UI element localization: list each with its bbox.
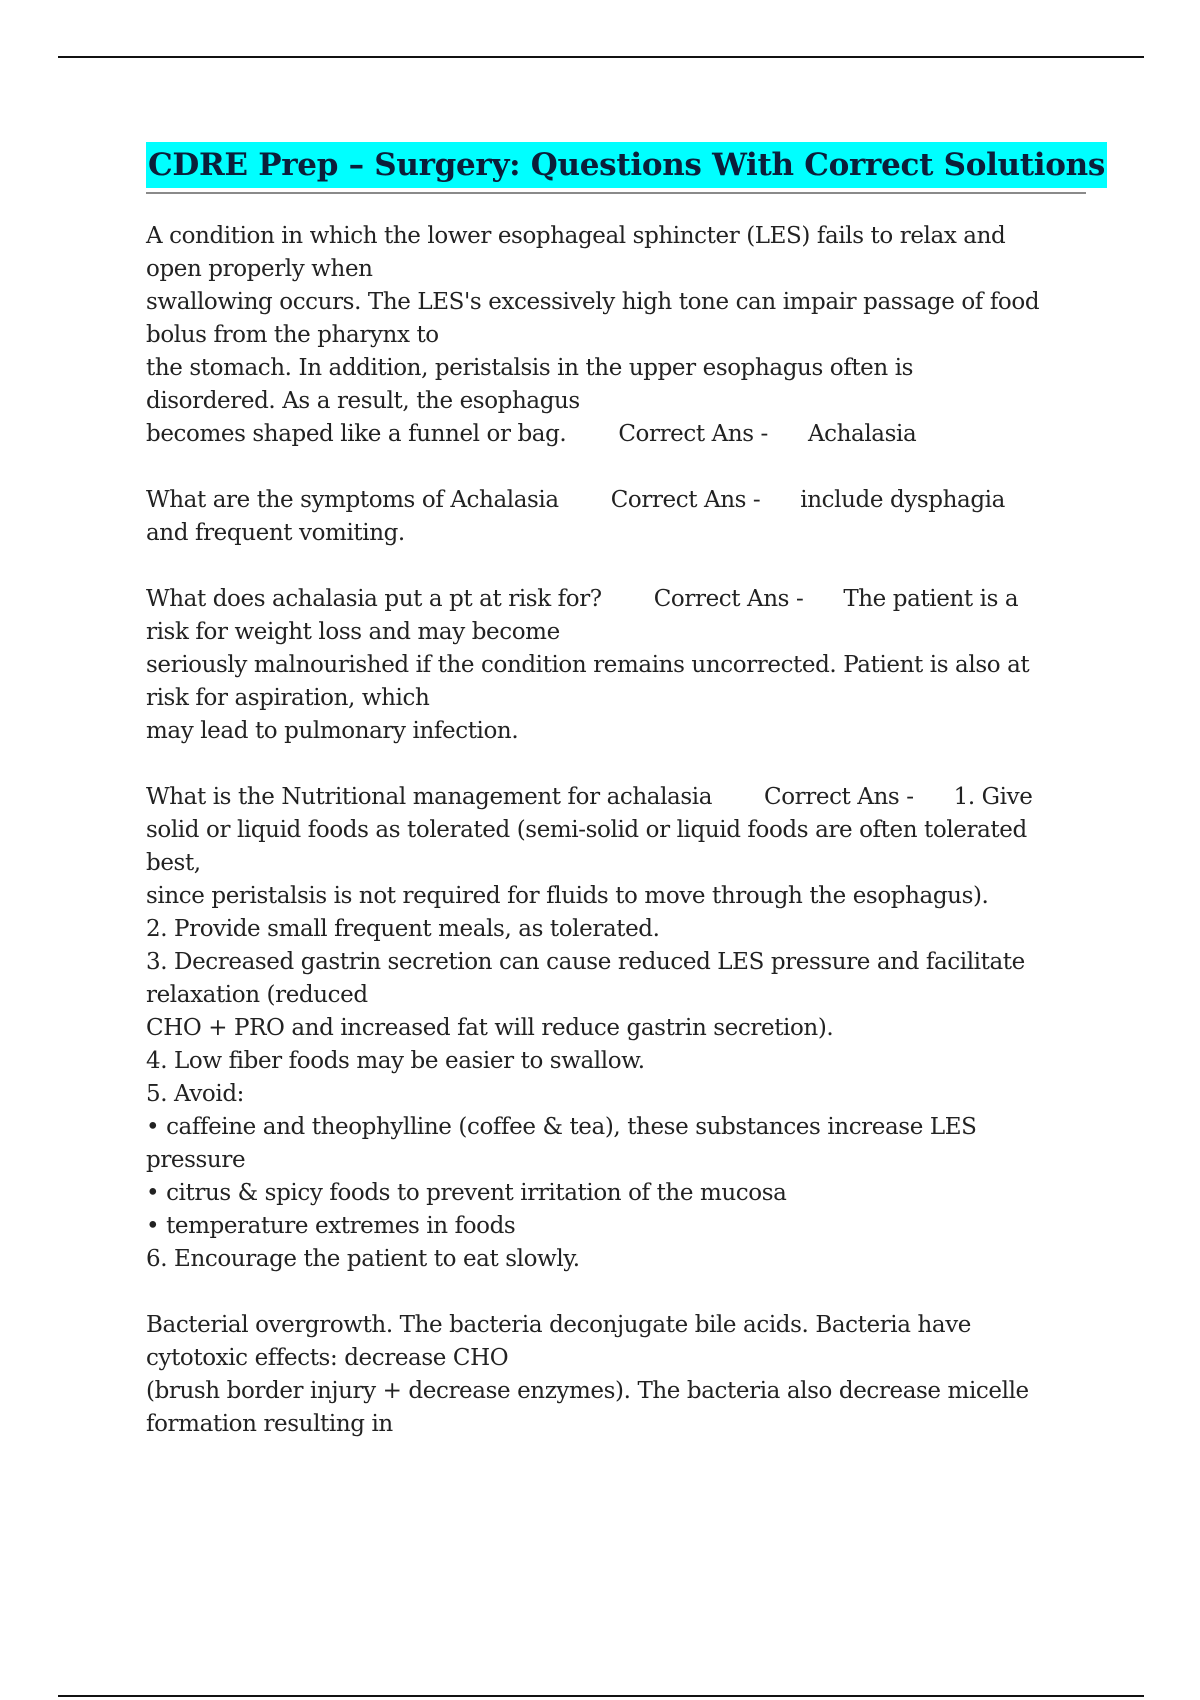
answer-line: 5. Avoid:	[146, 1081, 245, 1107]
document-page	[146, 142, 1106, 1441]
answer-line: 6. Encourage the patient to eat slowly.	[146, 1246, 580, 1272]
title-block	[146, 142, 1106, 194]
qa-item	[146, 484, 1086, 550]
question-line: swallowing occurs. The LES's excessively high tone can impair passage of food	[146, 289, 1040, 315]
answer-line: and frequent vomiting.	[146, 520, 405, 546]
question-text: What are the symptoms of Achalasia	[146, 487, 559, 513]
answer-line: solid or liquid foods as tolerated (semi-solid or liquid foods are often tolerated	[146, 817, 1027, 843]
answer-line: risk for weight loss and may become	[146, 619, 560, 645]
answer-line: • temperature extremes in foods	[146, 1213, 516, 1239]
answer-line: 3. Decreased gastrin secretion can cause reduced LES pressure and facilitate	[146, 949, 1025, 975]
question-answer-line	[146, 484, 1086, 517]
answer-line: pressure	[146, 1147, 246, 1173]
answer-line: 4. Low fiber foods may be easier to swallow.	[146, 1048, 645, 1074]
answer-text: Achalasia	[807, 421, 917, 447]
correct-ans-label: Correct Ans -	[653, 586, 804, 612]
correct-ans-label: Correct Ans -	[618, 421, 768, 447]
footer-rule	[58, 1695, 1144, 1697]
question-line: (brush border injury + decrease enzymes). The bacteria also decrease micelle	[146, 1378, 1029, 1404]
answer-line: relaxation (reduced	[146, 982, 368, 1008]
question-line: formation resulting in	[146, 1411, 393, 1437]
answer-line: seriously malnourished if the condition remains uncorrected. Patient is also at	[146, 652, 1030, 678]
answer-line: • caffeine and theophylline (coffee & tea), these substances increase LES	[146, 1114, 977, 1140]
document-body	[146, 220, 1086, 1441]
question-text: What does achalasia put a pt at risk for?	[146, 586, 602, 612]
answer-text: 1. Give	[953, 784, 1033, 810]
answer-text: The patient is a	[843, 586, 1019, 612]
page-title: CDRE Prep – Surgery: Questions With Correct Solutions	[146, 142, 1107, 188]
answer-line: 2. Provide small frequent meals, as tolerated.	[146, 916, 660, 942]
question-answer-line	[146, 418, 1086, 451]
correct-ans-label: Correct Ans -	[610, 487, 761, 513]
header-rule	[58, 56, 1144, 58]
question-line: cytotoxic effects: decrease CHO	[146, 1345, 509, 1371]
question-text: What is the Nutritional management for achalasia	[146, 784, 713, 810]
question-line: A condition in which the lower esophageal sphincter (LES) fails to relax and	[146, 223, 1006, 249]
question-line: the stomach. In addition, peristalsis in the upper esophagus often is	[146, 355, 914, 381]
qa-item	[146, 781, 1086, 1276]
correct-ans-label: Correct Ans -	[764, 784, 914, 810]
answer-text: include dysphagia	[800, 487, 1005, 513]
answer-line: may lead to pulmonary infection.	[146, 718, 519, 744]
question-line: disordered. As a result, the esophagus	[146, 388, 580, 414]
qa-item	[146, 220, 1086, 451]
answer-line: risk for aspiration, which	[146, 685, 430, 711]
qa-item	[146, 1309, 1086, 1441]
question-answer-line	[146, 583, 1086, 616]
answer-line: since peristalsis is not required for fluids to move through the esophagus).	[146, 883, 989, 909]
answer-line: CHO + PRO and increased fat will reduce gastrin secretion).	[146, 1015, 834, 1041]
question-line: open properly when	[146, 256, 373, 282]
question-line: Bacterial overgrowth. The bacteria deconjugate bile acids. Bacteria have	[146, 1312, 972, 1338]
question-text: becomes shaped like a funnel or bag.	[146, 421, 567, 447]
question-line: bolus from the pharynx to	[146, 322, 439, 348]
question-answer-line	[146, 781, 1086, 814]
answer-line: • citrus & spicy foods to prevent irritation of the mucosa	[146, 1180, 787, 1206]
qa-item	[146, 583, 1086, 748]
answer-line: best,	[146, 850, 201, 876]
